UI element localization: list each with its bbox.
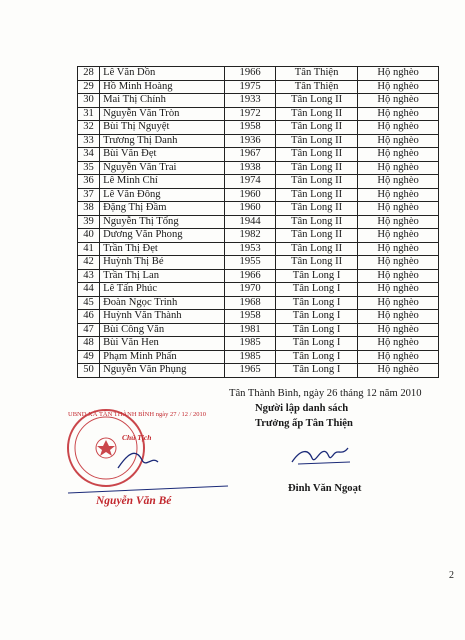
household-status: Hộ nghèo — [358, 134, 439, 148]
table-row — [78, 80, 439, 94]
household-name: Đặng Thị Đầm — [100, 202, 225, 216]
table-row — [78, 94, 439, 108]
birth-year: 1953 — [225, 242, 276, 256]
household-status: Hộ nghèo — [358, 80, 439, 94]
table-row — [78, 188, 439, 202]
birth-year: 1944 — [225, 215, 276, 229]
date-line: Tân Thành Bình, ngày 26 tháng 12 năm 2010 — [229, 388, 422, 399]
preparer-title: Người lập danh sách — [255, 403, 349, 414]
table-row — [78, 107, 439, 121]
hamlet: Tân Long II — [275, 175, 357, 189]
row-number: 50 — [78, 364, 100, 378]
household-table-body — [78, 67, 439, 378]
table-row — [78, 269, 439, 283]
household-name: Hồ Minh Hoàng — [100, 80, 225, 94]
hamlet: Tân Long I — [275, 364, 357, 378]
hamlet: Tân Long II — [275, 148, 357, 162]
row-number: 40 — [78, 229, 100, 243]
hamlet: Tân Long I — [275, 350, 357, 364]
household-status: Hộ nghèo — [358, 107, 439, 121]
hamlet: Tân Long I — [275, 296, 357, 310]
household-name: Huỳnh Thị Bé — [100, 256, 225, 270]
household-name: Lê Tấn Phúc — [100, 283, 225, 297]
seal-signer-name: Nguyễn Văn Bé — [96, 495, 172, 507]
stamp-chair-label: Chủ Tịch — [122, 433, 152, 442]
table-row — [78, 350, 439, 364]
table-row — [78, 242, 439, 256]
household-status: Hộ nghèo — [358, 94, 439, 108]
hamlet: Tân Long II — [275, 256, 357, 270]
household-name: Bùi Thị Nguyệt — [100, 121, 225, 135]
hamlet: Tân Long II — [275, 121, 357, 135]
row-number: 45 — [78, 296, 100, 310]
hamlet: Tân Long II — [275, 242, 357, 256]
birth-year: 1938 — [225, 161, 276, 175]
row-number: 35 — [78, 161, 100, 175]
household-table — [77, 66, 439, 378]
row-number: 28 — [78, 67, 100, 81]
household-status: Hộ nghèo — [358, 256, 439, 270]
household-status: Hộ nghèo — [358, 283, 439, 297]
household-name: Nguyễn Văn Tròn — [100, 107, 225, 121]
row-number: 36 — [78, 175, 100, 189]
table-row — [78, 310, 439, 324]
household-status: Hộ nghèo — [358, 188, 439, 202]
household-name: Dương Văn Phong — [100, 229, 225, 243]
hamlet: Tân Long II — [275, 161, 357, 175]
table-row — [78, 148, 439, 162]
household-name: Lê Minh Chí — [100, 175, 225, 189]
hamlet: Tân Thiện — [275, 67, 357, 81]
table-row — [78, 337, 439, 351]
row-number: 31 — [78, 107, 100, 121]
row-number: 29 — [78, 80, 100, 94]
preparer-signature — [290, 440, 360, 470]
stamp-certification: UBND XÃ TÂN THÀNH BÌNH ngày 27 / 12 / 2010 — [68, 411, 207, 418]
hamlet: Tân Long II — [275, 94, 357, 108]
row-number: 41 — [78, 242, 100, 256]
hamlet: Tân Long I — [275, 283, 357, 297]
birth-year: 1967 — [225, 148, 276, 162]
table-row — [78, 296, 439, 310]
table-row — [78, 229, 439, 243]
household-status: Hộ nghèo — [358, 148, 439, 162]
birth-year: 1966 — [225, 269, 276, 283]
household-name: Trần Thị Lan — [100, 269, 225, 283]
household-name: Lê Văn Đông — [100, 188, 225, 202]
table-row — [78, 134, 439, 148]
hamlet: Tân Long I — [275, 269, 357, 283]
hamlet: Tân Long II — [275, 202, 357, 216]
birth-year: 1965 — [225, 364, 276, 378]
birth-year: 1958 — [225, 310, 276, 324]
household-status: Hộ nghèo — [358, 161, 439, 175]
household-name: Trần Thị Đẹt — [100, 242, 225, 256]
household-name: Mai Thị Chính — [100, 94, 225, 108]
birth-year: 1981 — [225, 323, 276, 337]
row-number: 43 — [78, 269, 100, 283]
birth-year: 1982 — [225, 229, 276, 243]
row-number: 49 — [78, 350, 100, 364]
hamlet: Tân Long I — [275, 310, 357, 324]
household-status: Hộ nghèo — [358, 337, 439, 351]
birth-year: 1960 — [225, 202, 276, 216]
hamlet: Tân Long II — [275, 107, 357, 121]
row-number: 42 — [78, 256, 100, 270]
household-name: Phạm Minh Phấn — [100, 350, 225, 364]
household-name: Trương Thị Danh — [100, 134, 225, 148]
row-number: 32 — [78, 121, 100, 135]
row-number: 47 — [78, 323, 100, 337]
household-status: Hộ nghèo — [358, 323, 439, 337]
row-number: 37 — [78, 188, 100, 202]
household-status: Hộ nghèo — [358, 296, 439, 310]
row-number: 44 — [78, 283, 100, 297]
hamlet: Tân Long I — [275, 323, 357, 337]
birth-year: 1933 — [225, 94, 276, 108]
hamlet: Tân Long II — [275, 215, 357, 229]
household-status: Hộ nghèo — [358, 215, 439, 229]
hamlet: Tân Thiện — [275, 80, 357, 94]
table-row — [78, 175, 439, 189]
household-name: Bùi Văn Hen — [100, 337, 225, 351]
birth-year: 1975 — [225, 80, 276, 94]
row-number: 48 — [78, 337, 100, 351]
table-row — [78, 283, 439, 297]
birth-year: 1968 — [225, 296, 276, 310]
table-row — [78, 67, 439, 81]
birth-year: 1985 — [225, 337, 276, 351]
birth-year: 1966 — [225, 67, 276, 81]
table-row — [78, 323, 439, 337]
birth-year: 1970 — [225, 283, 276, 297]
row-number: 39 — [78, 215, 100, 229]
table-row — [78, 256, 439, 270]
table-row — [78, 161, 439, 175]
household-status: Hộ nghèo — [358, 310, 439, 324]
row-number: 38 — [78, 202, 100, 216]
household-status: Hộ nghèo — [358, 269, 439, 283]
table-row — [78, 215, 439, 229]
table-row — [78, 202, 439, 216]
household-status: Hộ nghèo — [358, 121, 439, 135]
birth-year: 1955 — [225, 256, 276, 270]
row-number: 30 — [78, 94, 100, 108]
household-name: Đoàn Ngọc Trinh — [100, 296, 225, 310]
household-status: Hộ nghèo — [358, 242, 439, 256]
birth-year: 1960 — [225, 188, 276, 202]
household-status: Hộ nghèo — [358, 364, 439, 378]
household-status: Hộ nghèo — [358, 229, 439, 243]
household-status: Hộ nghèo — [358, 175, 439, 189]
birth-year: 1958 — [225, 121, 276, 135]
household-name: Lê Văn Dồn — [100, 67, 225, 81]
household-status: Hộ nghèo — [358, 67, 439, 81]
table-row — [78, 121, 439, 135]
hamlet: Tân Long I — [275, 337, 357, 351]
birth-year: 1936 — [225, 134, 276, 148]
birth-year: 1985 — [225, 350, 276, 364]
hamlet: Tân Long II — [275, 229, 357, 243]
household-name: Nguyễn Văn Phụng — [100, 364, 225, 378]
page-number: 2 — [449, 570, 454, 581]
table-row — [78, 364, 439, 378]
household-status: Hộ nghèo — [358, 202, 439, 216]
birth-year: 1972 — [225, 107, 276, 121]
household-name: Nguyễn Văn Trai — [100, 161, 225, 175]
preparer-role: Trưởng ấp Tân Thiện — [255, 418, 353, 429]
birth-year: 1974 — [225, 175, 276, 189]
household-status: Hộ nghèo — [358, 350, 439, 364]
row-number: 46 — [78, 310, 100, 324]
row-number: 34 — [78, 148, 100, 162]
row-number: 33 — [78, 134, 100, 148]
hamlet: Tân Long II — [275, 188, 357, 202]
preparer-name: Đinh Văn Ngoạt — [288, 483, 362, 494]
household-name: Nguyễn Thị Tổng — [100, 215, 225, 229]
household-name: Bùi Văn Đẹt — [100, 148, 225, 162]
household-name: Huỳnh Văn Thành — [100, 310, 225, 324]
household-name: Bùi Công Văn — [100, 323, 225, 337]
hamlet: Tân Long II — [275, 134, 357, 148]
